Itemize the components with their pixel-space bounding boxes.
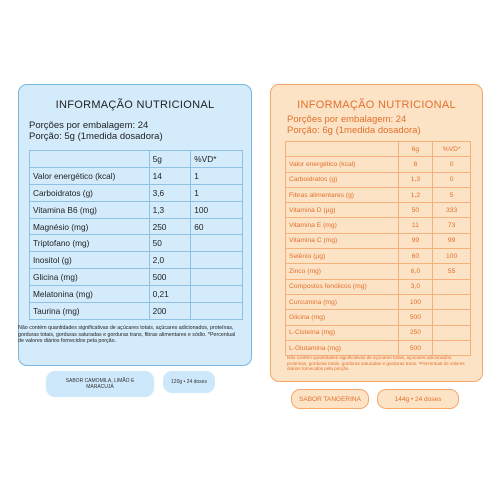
nutrition-table-right xyxy=(285,141,471,356)
table-row xyxy=(30,201,243,218)
weight-badge-right: 144g • 24 doses xyxy=(377,389,459,409)
table-row xyxy=(30,303,243,320)
nutrient-name: Taurina (mg) xyxy=(30,303,150,320)
table-cell: 5g xyxy=(149,151,191,168)
portion-text: Porção: 5g (1medida dosadora) xyxy=(29,131,163,142)
table-cell xyxy=(286,142,399,157)
panel-title: INFORMAÇÃO NUTRICIONAL xyxy=(55,99,215,111)
nutrient-dv xyxy=(191,235,243,252)
table-row xyxy=(286,310,471,325)
nutrient-dv: 5 xyxy=(433,187,471,202)
table-row xyxy=(30,184,243,201)
nutrient-amount: 250 xyxy=(398,325,433,340)
nutrient-name: Selênio (µg) xyxy=(286,249,399,264)
nutrient-dv: 0 xyxy=(433,172,471,187)
table-cell xyxy=(30,151,150,168)
nutrient-name: Compostos fenólicos (mg) xyxy=(286,279,399,294)
nutrient-amount: 11 xyxy=(398,218,433,233)
nutrient-name: Triptofano (mg) xyxy=(30,235,150,252)
nutrient-amount: 1,3 xyxy=(149,201,191,218)
table-row xyxy=(30,269,243,286)
table-cell: 6g xyxy=(398,142,433,157)
nutrient-name: Fibras alimentares (g) xyxy=(286,187,399,202)
table-cell: %VD* xyxy=(433,142,471,157)
table-row xyxy=(286,340,471,355)
nutrient-name: Carboidratos (g) xyxy=(30,184,150,201)
table-row xyxy=(286,172,471,187)
nutrient-amount: 60 xyxy=(398,249,433,264)
nutrient-dv xyxy=(191,303,243,320)
nutrient-name: Inositol (g) xyxy=(30,252,150,269)
weight-badge-left: 120g • 24 doses xyxy=(163,371,215,393)
table-row xyxy=(286,279,471,294)
nutrient-dv xyxy=(433,325,471,340)
table-row xyxy=(286,325,471,340)
nutrient-name: Curcumina (mg) xyxy=(286,294,399,309)
nutrient-dv xyxy=(191,286,243,303)
nutrient-amount: 500 xyxy=(398,340,433,355)
table-row xyxy=(286,264,471,279)
panel-title: INFORMAÇÃO NUTRICIONAL xyxy=(297,99,456,111)
table-row xyxy=(30,235,243,252)
nutrient-amount: 500 xyxy=(398,310,433,325)
nutrient-name: Carboidratos (g) xyxy=(286,172,399,187)
nutrient-name: L-Glutamina (mg) xyxy=(286,340,399,355)
table-row xyxy=(286,157,471,172)
nutrient-name: Glicina (mg) xyxy=(30,269,150,286)
nutrient-dv: 60 xyxy=(191,218,243,235)
nutrient-name: Vitamina B6 (mg) xyxy=(30,201,150,218)
nutrient-amount: 200 xyxy=(149,303,191,320)
nutrient-amount: 1,2 xyxy=(398,187,433,202)
nutrient-amount: 100 xyxy=(398,294,433,309)
nutrient-name: Valor energético (kcal) xyxy=(30,167,150,184)
nutrient-amount: 1,3 xyxy=(398,172,433,187)
nutrient-amount: 6,0 xyxy=(398,264,433,279)
table-row xyxy=(286,218,471,233)
nutrient-name: Glicina (mg) xyxy=(286,310,399,325)
nutrient-amount: 2,0 xyxy=(149,252,191,269)
table-row xyxy=(30,218,243,235)
nutrient-dv: 99 xyxy=(433,233,471,248)
nutrient-name: Vitamina C (mg) xyxy=(286,233,399,248)
footnote-left: Não contém quantidades significativas de açúcares totais, açúcares adicionados, proteínas, gorduras totais, gorduras saturadas e gorduras trans, fibras alimentares e sódio. *Percentual de valores diários fornecidos pela porção. xyxy=(18,325,236,345)
nutrition-panel-left xyxy=(18,84,252,366)
servings-text: Porções por embalagem: 24 xyxy=(29,120,149,131)
nutrient-amount: 3,6 xyxy=(149,184,191,201)
nutrient-dv: 73 xyxy=(433,218,471,233)
nutrient-amount: 99 xyxy=(398,233,433,248)
nutrient-amount: 250 xyxy=(149,218,191,235)
table-row xyxy=(286,203,471,218)
nutrient-amount: 50 xyxy=(149,235,191,252)
table-cell: %VD* xyxy=(191,151,243,168)
nutrient-dv xyxy=(433,294,471,309)
table-row xyxy=(286,187,471,202)
nutrient-name: Magnésio (mg) xyxy=(30,218,150,235)
nutrient-name: Vitamina D (µg) xyxy=(286,203,399,218)
nutrient-name: Melatonina (mg) xyxy=(30,286,150,303)
nutrient-name: Zinco (mg) xyxy=(286,264,399,279)
nutrient-amount: 0,21 xyxy=(149,286,191,303)
portion-text: Porção: 6g (1medida dosadora) xyxy=(287,125,421,136)
nutrient-dv: 333 xyxy=(433,203,471,218)
nutrient-amount: 3,0 xyxy=(398,279,433,294)
nutrient-dv: 55 xyxy=(433,264,471,279)
nutrient-dv xyxy=(433,279,471,294)
table-row xyxy=(286,294,471,309)
table-row xyxy=(30,286,243,303)
panel-subtitle xyxy=(29,120,163,142)
servings-text: Porções por embalagem: 24 xyxy=(287,114,407,125)
flavor-badge-left: SABOR CAMOMILA, LIMÃO E MARACUJÁ xyxy=(46,371,154,397)
nutrient-name: Valor energético (kcal) xyxy=(286,157,399,172)
nutrient-name: L-Cisteína (mg) xyxy=(286,325,399,340)
nutrient-dv: 0 xyxy=(433,157,471,172)
nutrient-dv: 1 xyxy=(191,167,243,184)
flavor-badge-right: SABOR TANGERINA xyxy=(291,389,369,409)
nutrient-amount: 14 xyxy=(149,167,191,184)
nutrient-dv: 100 xyxy=(191,201,243,218)
nutrient-amount: 8 xyxy=(398,157,433,172)
table-row xyxy=(30,167,243,184)
nutrient-dv xyxy=(191,269,243,286)
panel-subtitle xyxy=(287,114,421,136)
nutrient-dv: 1 xyxy=(191,184,243,201)
nutrient-name: Vitamina E (mg) xyxy=(286,218,399,233)
footnote-right: Não contém quantidades significativas de açúcares totais, açúcares adicionados, proteínas, gorduras totais, gorduras saturadas e gorduras trans. *Percentual de valores diários fornecidos pela porção. xyxy=(287,355,465,372)
nutrient-dv xyxy=(433,310,471,325)
nutrition-table-left xyxy=(29,150,243,320)
nutrient-dv: 100 xyxy=(433,249,471,264)
nutrient-dv xyxy=(433,340,471,355)
table-header-row xyxy=(286,142,471,157)
nutrition-panel-right xyxy=(270,84,483,382)
table-row xyxy=(286,233,471,248)
nutrient-amount: 500 xyxy=(149,269,191,286)
nutrient-amount: 50 xyxy=(398,203,433,218)
nutrient-dv xyxy=(191,252,243,269)
table-row xyxy=(30,252,243,269)
table-header-row xyxy=(30,151,243,168)
table-row xyxy=(286,249,471,264)
